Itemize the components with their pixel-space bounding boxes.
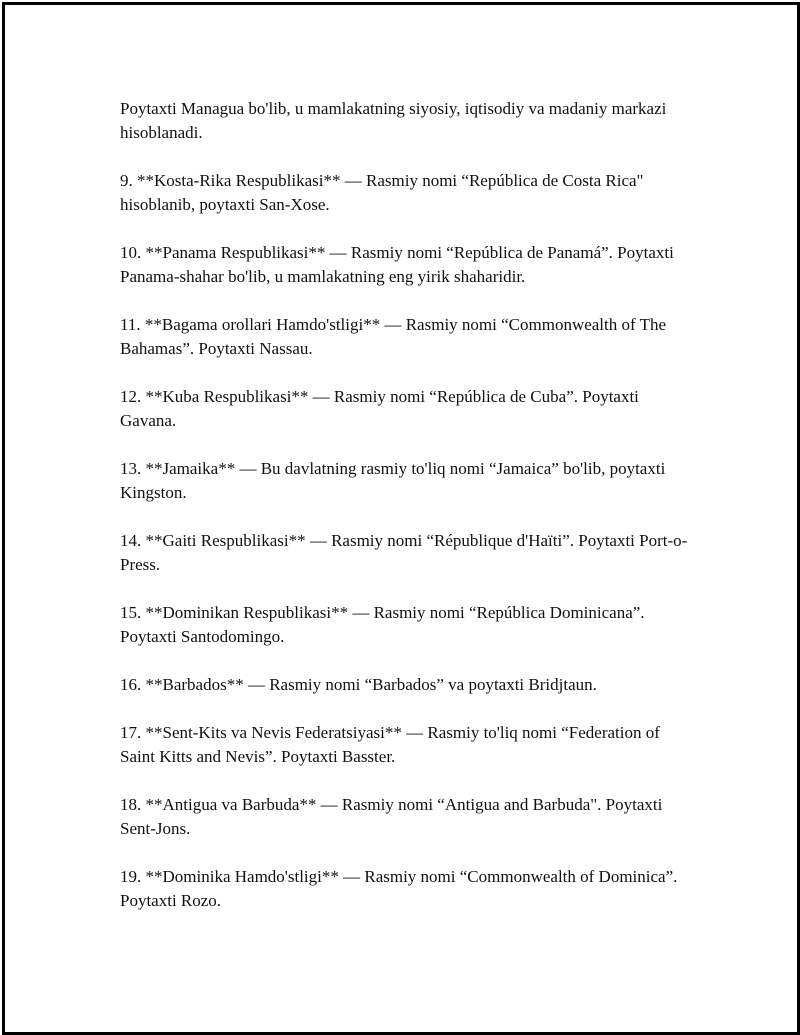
list-item-saint-kitts-nevis: 17. **Sent-Kits va Nevis Federatsiyasi** — Rasmiy to'liq nomi “Federation of Saint Kitts and Nevis”. Poytaxti Basster.: [120, 723, 660, 766]
list-item-jamaica: 13. **Jamaika** — Bu davlatning rasmiy to'liq nomi “Jamaica” bo'lib, poytaxti Kingston.: [120, 459, 666, 502]
list-item-dominica: 19. **Dominika Hamdo'stligi** — Rasmiy nomi “Commonwealth of Dominica”. Poytaxti Rozo.: [120, 867, 678, 910]
document-body: [120, 97, 695, 937]
document-page: [2, 2, 800, 1035]
list-item-dominican-republic: 15. **Dominikan Respublikasi** — Rasmiy nomi “República Dominicana”. Poytaxti Santodomingo.: [120, 603, 645, 646]
list-item-cuba: 12. **Kuba Respublikasi** — Rasmiy nomi “República de Cuba”. Poytaxti Gavana.: [120, 387, 639, 430]
paragraph-managua: Poytaxti Managua bo'lib, u mamlakatning siyosiy, iqtisodiy va madaniy markazi hisoblanadi.: [120, 99, 667, 142]
list-item-antigua-barbuda: 18. **Antigua va Barbuda** — Rasmiy nomi “Antigua and Barbuda". Poytaxti Sent-Jons.: [120, 795, 663, 838]
list-item-barbados: 16. **Barbados** — Rasmiy nomi “Barbados” va poytaxti Bridjtaun.: [120, 675, 597, 694]
list-item-panama: 10. **Panama Respublikasi** — Rasmiy nomi “República de Panamá”. Poytaxti Panama-shahar bo'lib, u mamlakatning eng yirik shaharidir.: [120, 243, 674, 286]
list-item-costa-rica: 9. **Kosta-Rika Respublikasi** — Rasmiy nomi “República de Costa Rica" hisoblanib, poytaxti San-Xose.: [120, 171, 644, 214]
list-item-haiti: 14. **Gaiti Respublikasi** — Rasmiy nomi “République d'Haïti”. Poytaxti Port-o-Press.: [120, 531, 688, 574]
list-item-bahamas: 11. **Bagama orollari Hamdo'stligi** — Rasmiy nomi “Commonwealth of The Bahamas”. Poytaxti Nassau.: [120, 315, 667, 358]
